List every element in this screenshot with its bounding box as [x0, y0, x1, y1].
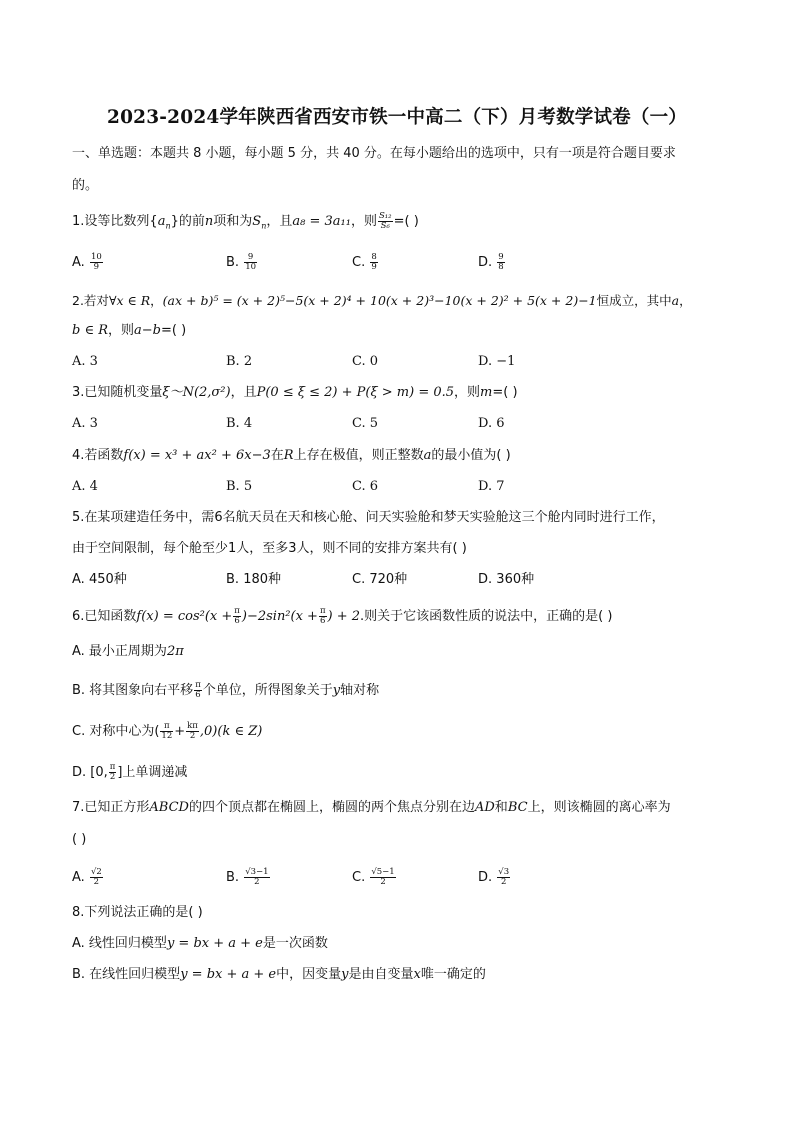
- q6-option-b[interactable]: B. 将其图象向右平移 $\frac{\pi}{6}$ 个单位，所得图象关于y轴对称: [72, 680, 380, 700]
- q3-option-c[interactable]: C. 5: [352, 416, 379, 431]
- section-header-line1: 一、单选题：本题共 8 小题，每小题 5 分，共 40 分。在每小题给出的选项中，只有一项是符合题目要求: [72, 146, 676, 161]
- q3-option-d[interactable]: D. 6: [478, 416, 505, 431]
- question-7-stem-line2: ( ): [72, 832, 87, 847]
- q6-option-c[interactable]: C. 对称中心为( $\frac{\pi}{12}$ + $\frac{k\pi}{2}$ ,0)(k ∈ Z): [72, 721, 263, 741]
- question-7-stem-line1: 7.已知正方形ABCD的四个顶点都在椭圆上，椭圆的两个焦点分别在边AD和BC上，则该椭圆的离心率为: [72, 800, 671, 815]
- q2-option-b[interactable]: B. 2: [226, 354, 253, 369]
- q1-option-b[interactable]: B. $\frac{9}{10}$: [226, 252, 257, 272]
- q6-option-d[interactable]: D. [0, $\frac{\pi}{2}$ ]上单调递减: [72, 762, 188, 782]
- q5-option-d[interactable]: D. 360种: [478, 572, 535, 587]
- q4-option-a[interactable]: A. 4: [72, 479, 98, 494]
- q1-option-a[interactable]: A. $\frac{10}{9}$: [72, 252, 102, 272]
- q2-option-d[interactable]: D. −1: [478, 354, 516, 369]
- q4-option-d[interactable]: D. 7: [478, 479, 505, 494]
- q5-option-b[interactable]: B. 180种: [226, 572, 282, 587]
- q8-option-a[interactable]: A. 线性回归模型y = bx + a + e是一次函数: [72, 936, 328, 951]
- q1-option-d[interactable]: D. $\frac{9}{8}$: [478, 252, 504, 272]
- q3-option-a[interactable]: A. 3: [72, 416, 98, 431]
- question-3-stem: 3.已知随机变量ξ～N(2,σ²)，且P(0 ≤ ξ ≤ 2) + P(ξ > m) = 0.5，则m=( ): [72, 385, 518, 400]
- q2-option-c[interactable]: C. 0: [352, 354, 379, 369]
- question-2-stem-line1: 2.若对∀x ∈ R，(ax + b)⁵ = (x + 2)⁵−5(x + 2)⁴ + 10(x + 2)³−10(x + 2)² + 5(x + 2)−1恒成立，其中a，: [72, 293, 692, 308]
- q7-option-d[interactable]: D. $\frac{√3}{2}$: [478, 867, 510, 887]
- q5-option-a[interactable]: A. 450种: [72, 572, 127, 587]
- question-5-stem-line1: 5.在某项建造任务中，需6名航天员在天和核心舱、问天实验舱和梦天实验舱这三个舱内同时进行工作，: [72, 510, 665, 525]
- q7-option-a[interactable]: A. $\frac{√2}{2}$: [72, 867, 102, 887]
- question-1-stem: 1.设等比数列$\{a_n\}$的前n项和为$S_n$，且a₈ = 3a₁₁，则 $\frac{\text{S₁₂}}{\text{S₆}}$ =( ): [72, 211, 419, 231]
- q7-option-b[interactable]: B. $\frac{√3-1}{2}$: [226, 867, 269, 887]
- section-header-line2: 的。: [72, 178, 99, 193]
- question-2-stem-line2: b ∈ R，则a−b=( ): [72, 323, 187, 338]
- q1-option-c[interactable]: C. $\frac{8}{9}$: [352, 252, 377, 272]
- q1-ratio-fraction: $\frac{\text{S₁₂}}{\text{S₆}}$: [378, 211, 392, 231]
- q3-option-b[interactable]: B. 4: [226, 416, 253, 431]
- q7-option-c[interactable]: C. $\frac{√5-1}{2}$: [352, 867, 395, 887]
- page-title: 2023-2024学年陕西省西安市铁一中高二（下）月考数学试卷（一）: [107, 107, 687, 128]
- question-4-stem: 4.若函数f(x) = x³ + ax² + 6x−3在R上存在极值，则正整数a的最小值为( ): [72, 448, 511, 463]
- q4-option-c[interactable]: C. 6: [352, 479, 379, 494]
- question-8-stem: 8.下列说法正确的是( ): [72, 905, 203, 920]
- question-5-stem-line2: 由于空间限制，每个舱至少1人，至多3人，则不同的安排方案共有( ): [72, 541, 467, 556]
- q5-option-c[interactable]: C. 720种: [352, 572, 408, 587]
- q6-option-a[interactable]: A. 最小正周期为2π: [72, 644, 184, 659]
- question-6-stem: 6.已知函数f(x) = cos²(x + $\frac{\pi}{6}$ )−2sin²(x + $\frac{\pi}{6}$ ) + 2.则关于它该函数性质的说法中，正确的是( ): [72, 606, 613, 626]
- q2-option-a[interactable]: A. 3: [72, 354, 98, 369]
- q4-option-b[interactable]: B. 5: [226, 479, 253, 494]
- q8-option-b[interactable]: B. 在线性回归模型y = bx + a + e中，因变量y是由自变量x唯一确定的: [72, 967, 486, 982]
